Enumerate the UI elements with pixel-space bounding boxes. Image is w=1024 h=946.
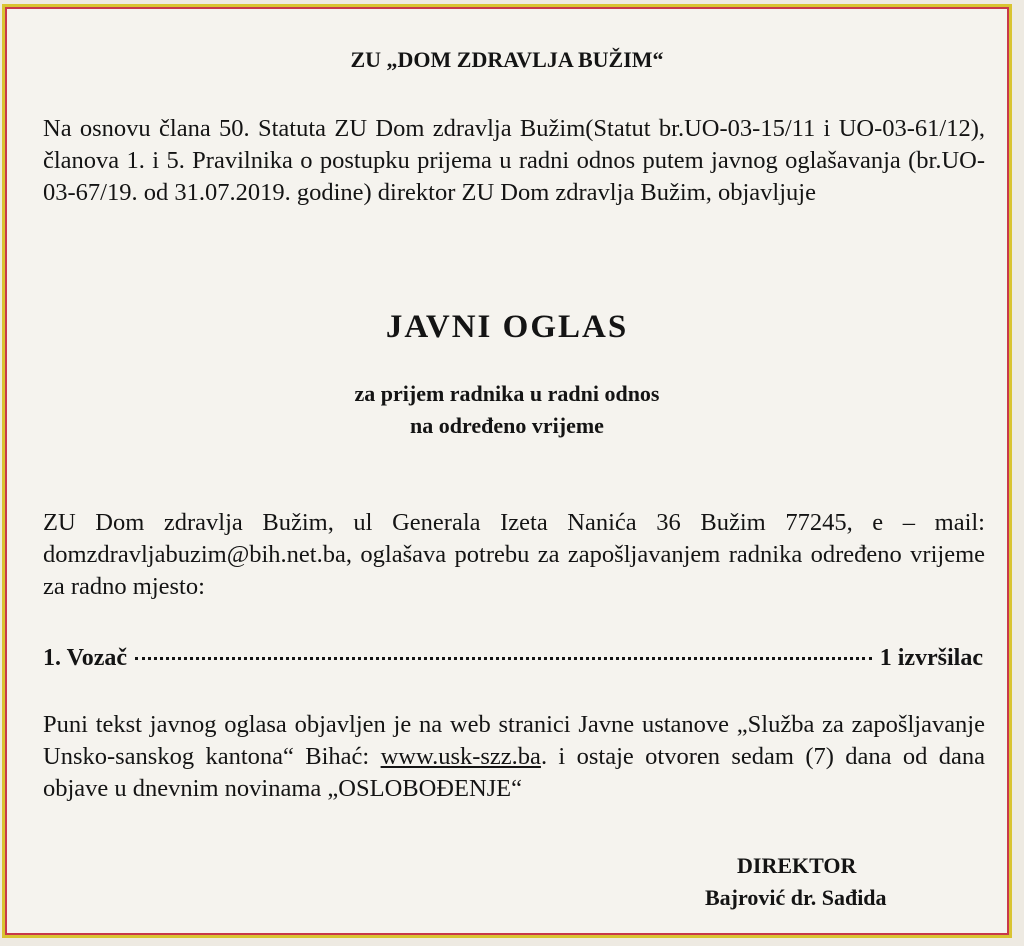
notice-text-before: Puni tekst javnog oglasa objavljen je na web stranici Javne ustanove „Služba za zapošljavanje Unsko-sanskog kantona“ Bihać: bbox=[43, 711, 985, 770]
notice-text-after: . i ostaje otvoren sedam (7) dana od dana objave u dnevnim novinama „OSLOBOĐENJE“ bbox=[43, 743, 985, 802]
signature-name: Bajrović dr. Sađida bbox=[705, 885, 887, 910]
website-link[interactable]: www.usk-szz.ba bbox=[380, 743, 541, 770]
leader-dots bbox=[135, 657, 872, 660]
employer-paragraph: ZU Dom zdravlja Bužim, ul Generala Izeta Nanića 36 Bužim 77245, e – mail: domzdravljabuzim@bih.net.ba, oglašava potrebu za zapošljavanjem radnika određeno vrijeme za radno mjesto: bbox=[43, 509, 985, 600]
signature-role: DIREKTOR bbox=[737, 853, 857, 878]
announcement-subtitle-line2: na određeno vrijeme bbox=[410, 413, 604, 438]
job-position-count: 1 izvršilac bbox=[879, 645, 983, 671]
intro-paragraph: Na osnovu člana 50. Statuta ZU Dom zdravlja Bužim(Statut br.UO-03-15/11 i UO-03-61/12), članova 1. i 5. Pravilnika o postupku prijema u radni odnos putem javnog oglašavanja (br.UO-03-67/19. od 31.07.2019. godine) direktor ZU Dom zdravlja Bužim, objavljuje bbox=[43, 115, 985, 206]
notice-paragraph bbox=[43, 709, 985, 805]
institution-header: ZU „DOM ZDRAVLJA BUŽIM“ bbox=[350, 47, 664, 72]
announcement-subtitle-line1: za prijem radnika u radni odnos bbox=[354, 381, 660, 406]
job-position-label: 1. Vozač bbox=[43, 645, 127, 671]
announcement-box bbox=[5, 7, 1009, 935]
announcement-title: JAVNI OGLAS bbox=[385, 309, 629, 345]
job-position-row bbox=[43, 645, 983, 672]
